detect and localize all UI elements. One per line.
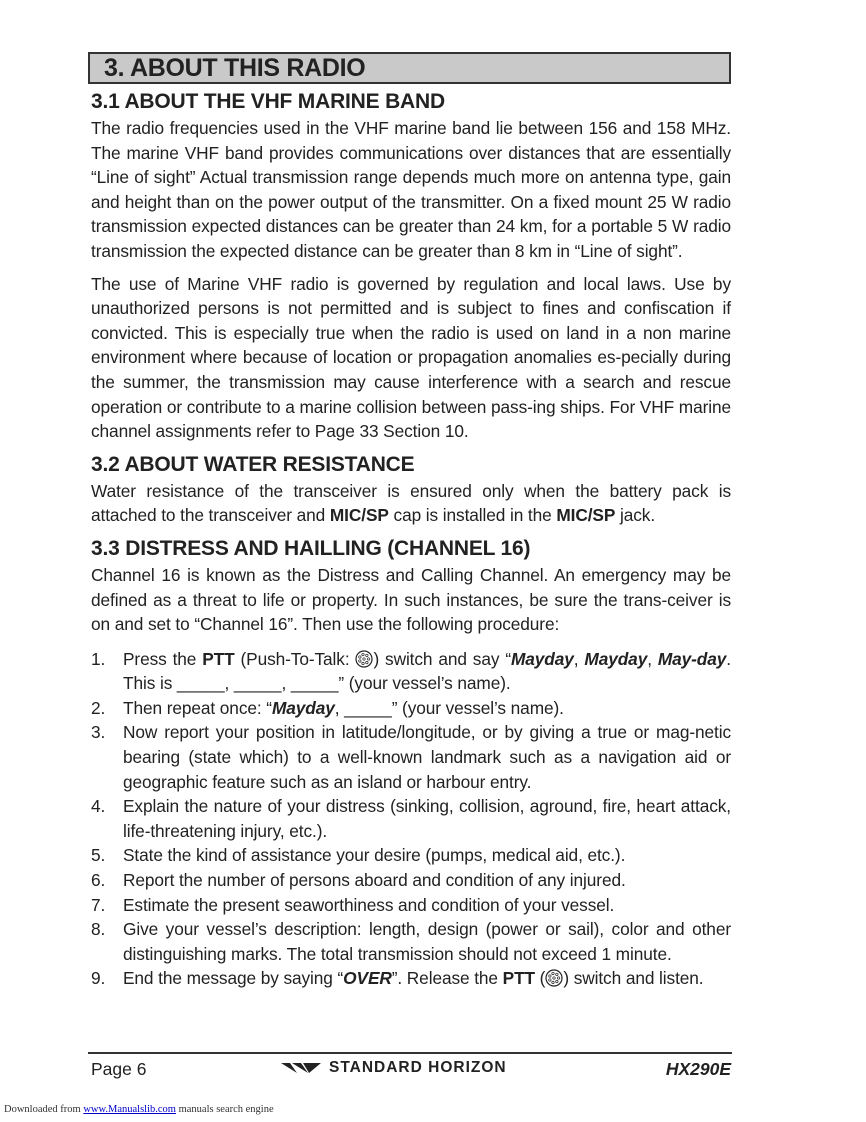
text-run: End the message by saying “ xyxy=(123,968,344,989)
standard-horizon-logo-icon xyxy=(281,1062,321,1074)
manual-page xyxy=(91,52,731,991)
text-run: . This is _____, _____, _____” (your vessel’s name). xyxy=(123,648,731,694)
body-paragraph xyxy=(91,116,731,264)
body-paragraph xyxy=(91,272,731,444)
text-run: ( xyxy=(534,968,546,989)
section-heading: 3.1 ABOUT THE VHF MARINE BAND xyxy=(91,90,445,113)
text-run: ”. Release the xyxy=(391,968,503,989)
emphasis-text: Mayday xyxy=(271,697,335,718)
bold-text: PTT xyxy=(202,648,235,669)
bold-text: PTT xyxy=(502,968,535,989)
step-number: 9. xyxy=(91,968,106,989)
text-run: Report the number of persons aboard and condition of any injured. xyxy=(123,870,626,891)
download-notice xyxy=(4,1104,274,1115)
procedure-step xyxy=(91,696,731,721)
procedure-step xyxy=(91,720,731,794)
model-number: HX290E xyxy=(665,1059,731,1079)
text-run: (Push-To-Talk: xyxy=(234,648,356,669)
step-number: 8. xyxy=(91,919,106,940)
text-run: Then repeat once: “ xyxy=(123,697,272,718)
brand-logo xyxy=(281,1059,507,1077)
text-run: The use of Marine VHF radio is governed by regulation and local laws. Use by unauthorized persons is not permitted and is subject to fines and confiscation if convicted. This is especially true when the radio is used on land in a non marine environment where because of location or propagation anomalies es-pecially during the summer, the transmission may cause interference with a search and rescue operation or contribute to a marine collision between pass-ing ships. For VHF marine channel assignments refer to Page 33 Section 10. xyxy=(91,273,731,442)
emphasis-text: May-day xyxy=(657,648,727,669)
step-number: 7. xyxy=(91,894,106,915)
step-number: 1. xyxy=(91,648,106,669)
text-run: ) switch and say “ xyxy=(373,648,511,669)
download-prefix: Downloaded from xyxy=(4,1104,84,1115)
procedure-step xyxy=(91,843,731,868)
text-run: Channel 16 is known as the Distress and Calling Channel. An emergency may be defined as a threat to life or property. In such instances, be sure the trans-ceiver is on and set to “Channel 16”. Then use the following procedure: xyxy=(91,564,731,635)
procedure-step xyxy=(91,794,731,843)
section-heading: 3.3 DISTRESS AND HAILLING (CHANNEL 16) xyxy=(91,536,531,560)
text-run: Estimate the present seaworthiness and condition of your vessel. xyxy=(123,894,615,915)
chapter-title: 3. ABOUT THIS RADIO xyxy=(88,52,731,84)
text-run: cap is installed in the xyxy=(388,505,557,526)
manualslib-link[interactable]: www.Manualslib.com xyxy=(83,1104,176,1115)
procedure-step xyxy=(91,917,731,966)
step-number: 4. xyxy=(91,796,106,817)
download-suffix: manuals search engine xyxy=(175,1104,274,1115)
text-run: , xyxy=(647,648,658,669)
text-run: Explain the nature of your distress (sinking, collision, aground, fire, heart attack, life-threatening injury, etc.). xyxy=(123,796,731,841)
ptt-switch-icon xyxy=(355,650,373,668)
page-footer xyxy=(91,1059,731,1083)
emphasis-text: Mayday xyxy=(510,648,574,669)
sections xyxy=(91,88,731,637)
bold-text: MIC/SP xyxy=(329,505,389,526)
step-number: 3. xyxy=(91,722,106,743)
step-number: 2. xyxy=(91,697,106,718)
text-run: ) switch and listen. xyxy=(563,968,704,989)
footer-divider xyxy=(88,1052,732,1054)
text-run: , xyxy=(573,648,585,669)
text-run: Press the xyxy=(123,648,203,669)
brand-name: STANDARD HORIZON xyxy=(329,1059,507,1076)
text-run: State the kind of assistance your desire (pumps, medical aid, etc.). xyxy=(123,845,626,866)
text-run: The radio frequencies used in the VHF marine band lie between 156 and 158 MHz. The marine VHF band provides communications over distances that are essentially “Line of sight” Actual transmission range depends much more on antenna type, gain and height than on the power output of the transmitter. On a fixed mount 25 W radio transmission expected distances can be greater than 24 km, for a portable 5 W radio transmission the expected distance can be greater than 8 km in “Line of sight”. xyxy=(91,118,731,261)
procedure-step xyxy=(91,647,731,696)
distress-procedure-list xyxy=(91,647,731,991)
step-number: 5. xyxy=(91,845,106,866)
ptt-switch-icon xyxy=(545,969,563,987)
bold-text: MIC/SP xyxy=(556,505,616,526)
text-run: jack. xyxy=(615,505,656,526)
procedure-step xyxy=(91,966,731,991)
page-number: Page 6 xyxy=(91,1059,147,1079)
section-heading: 3.2 ABOUT WATER RESISTANCE xyxy=(91,452,415,476)
text-run: , _____” (your vessel’s name). xyxy=(334,697,564,718)
body-paragraph xyxy=(91,563,731,637)
procedure-step xyxy=(91,868,731,893)
procedure-step xyxy=(91,893,731,918)
emphasis-text: Mayday xyxy=(584,648,648,669)
emphasis-text: OVER xyxy=(343,968,392,989)
text-run: Give your vessel’s description: length, design (power or sail), color and other distinguishing marks. The total transmission should not exceed 1 minute. xyxy=(123,919,731,964)
body-paragraph xyxy=(91,479,731,528)
step-number: 6. xyxy=(91,870,106,891)
text-run: Water resistance of the transceiver is ensured only when the battery pack is attached to the transceiver and xyxy=(91,480,731,526)
text-run: Now report your position in latitude/longitude, or by giving a true or mag-netic bearing (state which) to a well-known landmark such as a navigation aid or geographic feature such as an island or harbour entry. xyxy=(123,722,731,792)
